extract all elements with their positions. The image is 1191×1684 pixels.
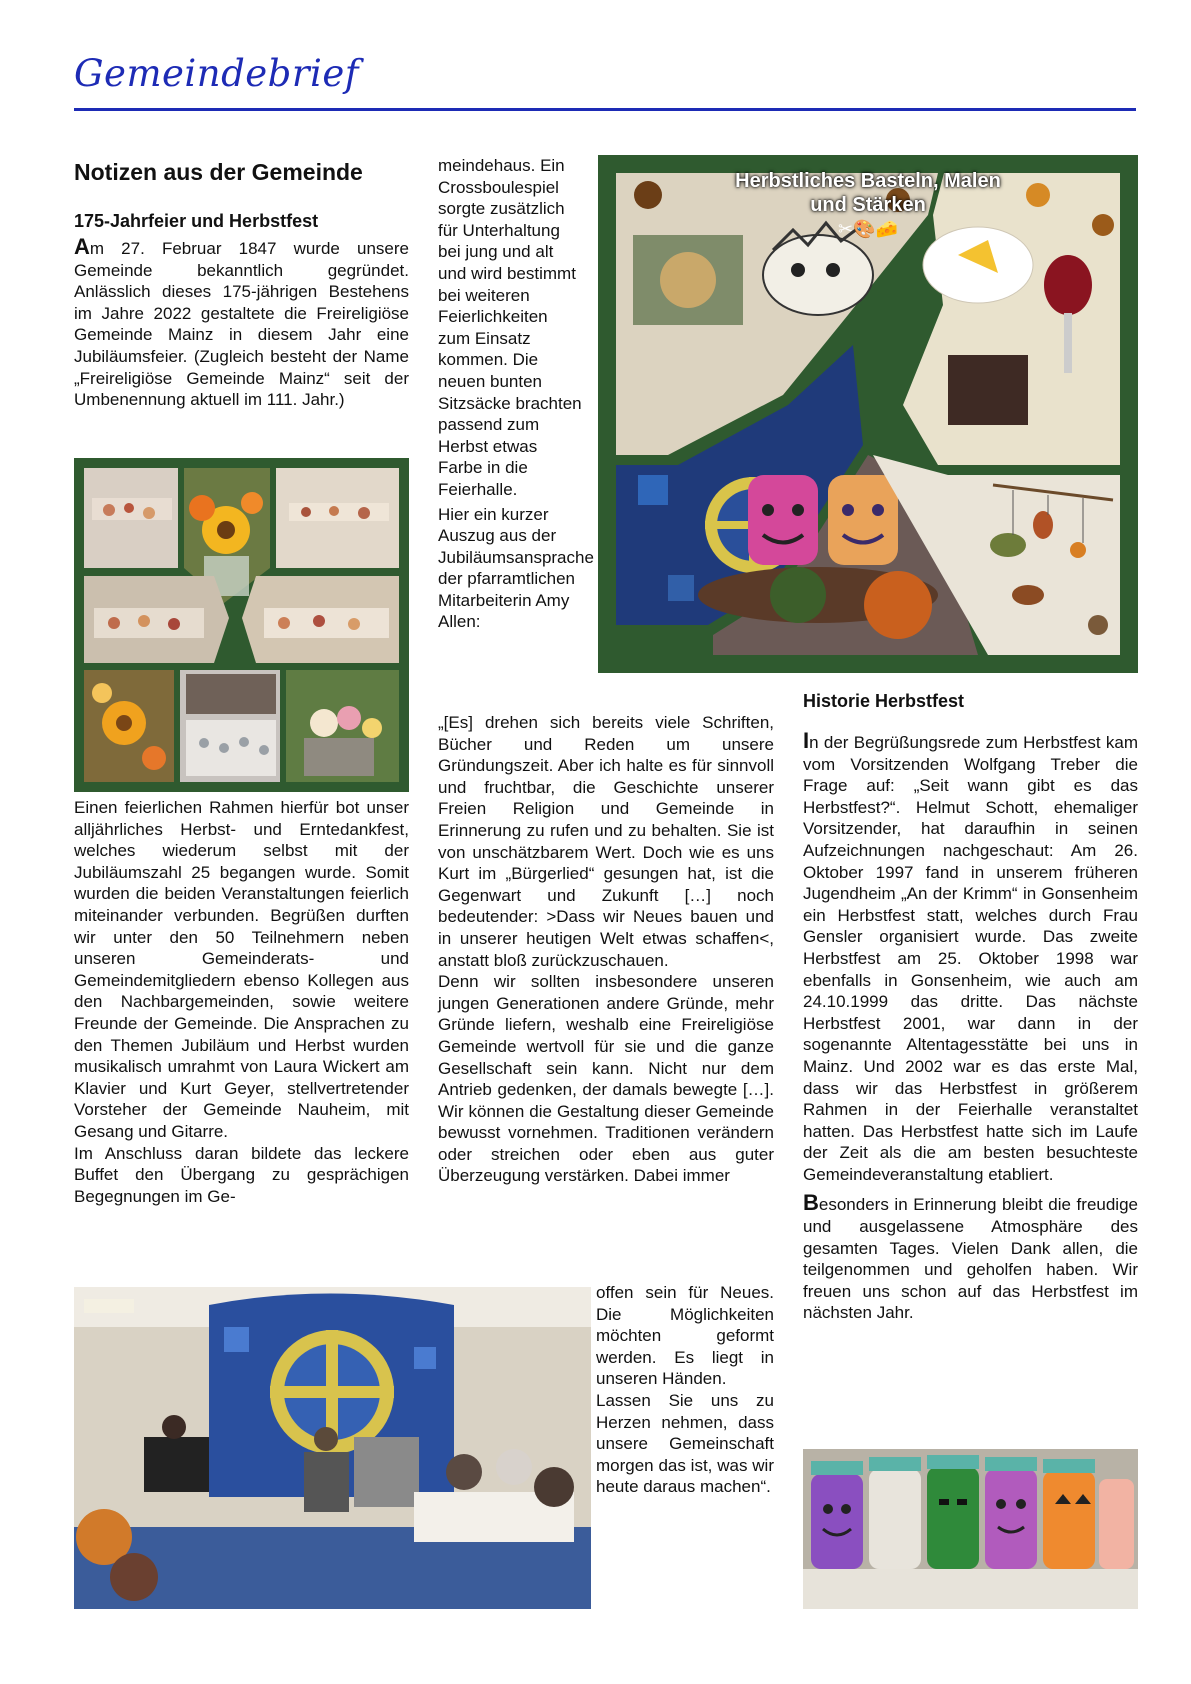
closing-text: esonders in Erinnerung bleibt die freudige und ausgelassene Atmosphäre des gesamten Tages. Vielen Dank allen, die teilgenommen und geholfen haben. Wir freuen uns schon auf das Herbstfest im nächsten Jahr.: [803, 1195, 1138, 1323]
newsletter-title: Gemeindebrief: [74, 52, 359, 95]
collage-caption-line-1: Herbstliches Basteln, Malen: [735, 170, 1001, 192]
hall-image: [74, 1287, 591, 1609]
left-column: [74, 155, 409, 414]
middle-column-narrow: [438, 155, 594, 633]
speech-quote-2-end: offen sein für Neues. Die Möglichkeiten möchten geformt werden. Es liegt in unseren Händen.: [596, 1283, 774, 1389]
intro-paragraph: [74, 236, 409, 411]
buffet-collage-image: [74, 458, 409, 792]
closing-paragraph: [803, 1192, 1138, 1324]
celebration-paragraph: Einen feierlichen Rahmen hierfür bot unser alljährliches Herbst- und Erntedankfest, welches wiederum selbst mit der Jubiläumszahl 25 begangen wurde. Somit wurden die beiden Veranstaltungen feierlich miteinander verbunden. Begrüßen durften wir unter den 50 Teilnehmern neben unseren Gemeinderats- und Gemeindemitgliedern ebenso Kollegen aus den Nachbargemeinden, sowie weitere Freunde der Gemeinde. Die Ansprachen zu den Themen Jubiläum und Herbst wurden musikalisch umrahmt von Laura Wickert am Klavier und Kurt Geyer, stellvertretender Vorsteher der Gemeinde Nauheim, mit Gesang und Gitarre.: [74, 798, 409, 1141]
article-subtitle: 175-Jahrfeier und Herbstfest: [74, 211, 319, 231]
craft-icons: ✂🎨🧀: [838, 219, 898, 239]
buffet-paragraph-end: meindehaus. Ein Crossboulespiel sorgte zusätzlich für Unterhaltung bei jung und alt und wird bestimmt bei weiteren Feierlichkeiten zum Einsatz kommen. Die neuen bunten Sitzsäcke brachten passend zum Herbst etwas Farbe in die Feierhalle.: [438, 156, 582, 499]
right-column: [803, 689, 1138, 1324]
middle-column-quote: [438, 712, 774, 1187]
speech-quote-1: „[Es] drehen sich bereits viele Schriften, Bücher und Reden um unsere Gründungszeit. Aber ich halte es für sinnvoll und fruchtbar, die Geschichte unserer Freien Religion und Gemeinde in Erinnerung zu rufen und zu behalten. Sie ist von unschätzbarem Wert. Doch wie es uns Kurt im „Bürgerlied“ gesungen hat, ist die Gegenwart und Zukunft […] noch bedeutender: >Dass wir Neues bauen und in unserer heutigen Welt etwas schaffen<, anstatt bloß zurückzuschauen.: [438, 713, 774, 970]
buffet-paragraph-start: Im Anschluss daran bildete das leckere Buffet den Übergang zu gesprächigen Begegnungen im Ge-: [74, 1143, 409, 1206]
intro-text: m 27. Februar 1847 wurde unsere Gemeinde bekanntlich gegründet. Anlässlich dieses 175-jährigen Bestehens im Jahre 2022 gestaltete die Freireligiöse Gemeinde Mainz in diesem Jahr eine Jubiläumsfeier. (Zugleich besteht der Name „Freireligiöse Gemeinde Mainz“ seit der Umbenennung aktuell im 111. Jahr.): [74, 239, 409, 410]
history-drop-cap: I: [803, 728, 810, 753]
speech-quote-2-start: Denn wir sollten insbesondere unseren jungen Generationen andere Gründe, mehr Gründe liefern, weshalb eine Freireligiöse Gemeinde wertvoll für sie und die ganze Gesellschaft sein kann. Nicht nur dem Antrieb gedenken, der damals bewegte […]. Wir können die Gestaltung dieser Gemeinde bewusst vornehmen. Traditionen verändern oder streichen oder eben aus guter Überzeugung verstärken. Dabei immer: [438, 972, 774, 1186]
middle-column-continuation: [596, 1282, 774, 1498]
crafting-collage-photo: [598, 155, 1138, 673]
drop-cap: A: [74, 234, 90, 259]
painted-jars-photo: [803, 1449, 1138, 1609]
closing-drop-cap: B: [803, 1190, 819, 1216]
history-title: Historie Herbstfest: [803, 691, 965, 711]
history-text: n der Begrüßungsrede zum Herbstfest kam vom Vorsitzenden Wolfgang Treber die Frage auf: „Seit wann gibt es das Herbstfest?“. Helmut Schott, ehemaliger Vorsitzender, hat daraufhin in seinen Aufzeichnungen nachgeschaut: Am 26. Oktober 1997 fand in unserem früheren Jugendheim „An der Krimm“ in Gonsenheim ein Herbstfest statt, welches durch Frau Gensler organisiert wurde. Das zweite Herbstfest am 25. Oktober 1998 war ebenfalls in Gonsenheim, wie auch am 24.10.1999 das dritte. Das nächste Herbstfest 2001, war dann in der sogenannte Altentagesstätte bei uns in Mainz. Und 2002 war es das erste Mal, dass wir das Herbstfest in größerem Rahmen in der Feierhalle veranstaltet hatten. Das Herbstfest hatte sich im Laufe der Zeit als die am besten besuchteste Gemeindeveranstaltung etabliert.: [803, 733, 1138, 1184]
painted-jars-image: [803, 1449, 1138, 1609]
collage-caption: [598, 169, 1138, 217]
speech-intro-paragraph: Hier ein kurzer Auszug aus der Jubiläumsansprache der pfarramtlichen Mitarbeiterin Amy Allen:: [438, 504, 594, 632]
article-title: Notizen aus der Gemeinde: [74, 159, 363, 185]
hall-photo: [74, 1287, 591, 1609]
history-paragraph: [803, 730, 1138, 1185]
speech-quote-3: Lassen Sie uns zu Herzen nehmen, dass unsere Gemeinschaft morgen das ist, was wir heute daraus machen“.: [596, 1390, 774, 1497]
left-column-lower: [74, 797, 409, 1207]
header-divider: [74, 108, 1136, 111]
collage-caption-line-2: und Stärken: [810, 194, 926, 216]
buffet-collage-photo: [74, 458, 409, 792]
